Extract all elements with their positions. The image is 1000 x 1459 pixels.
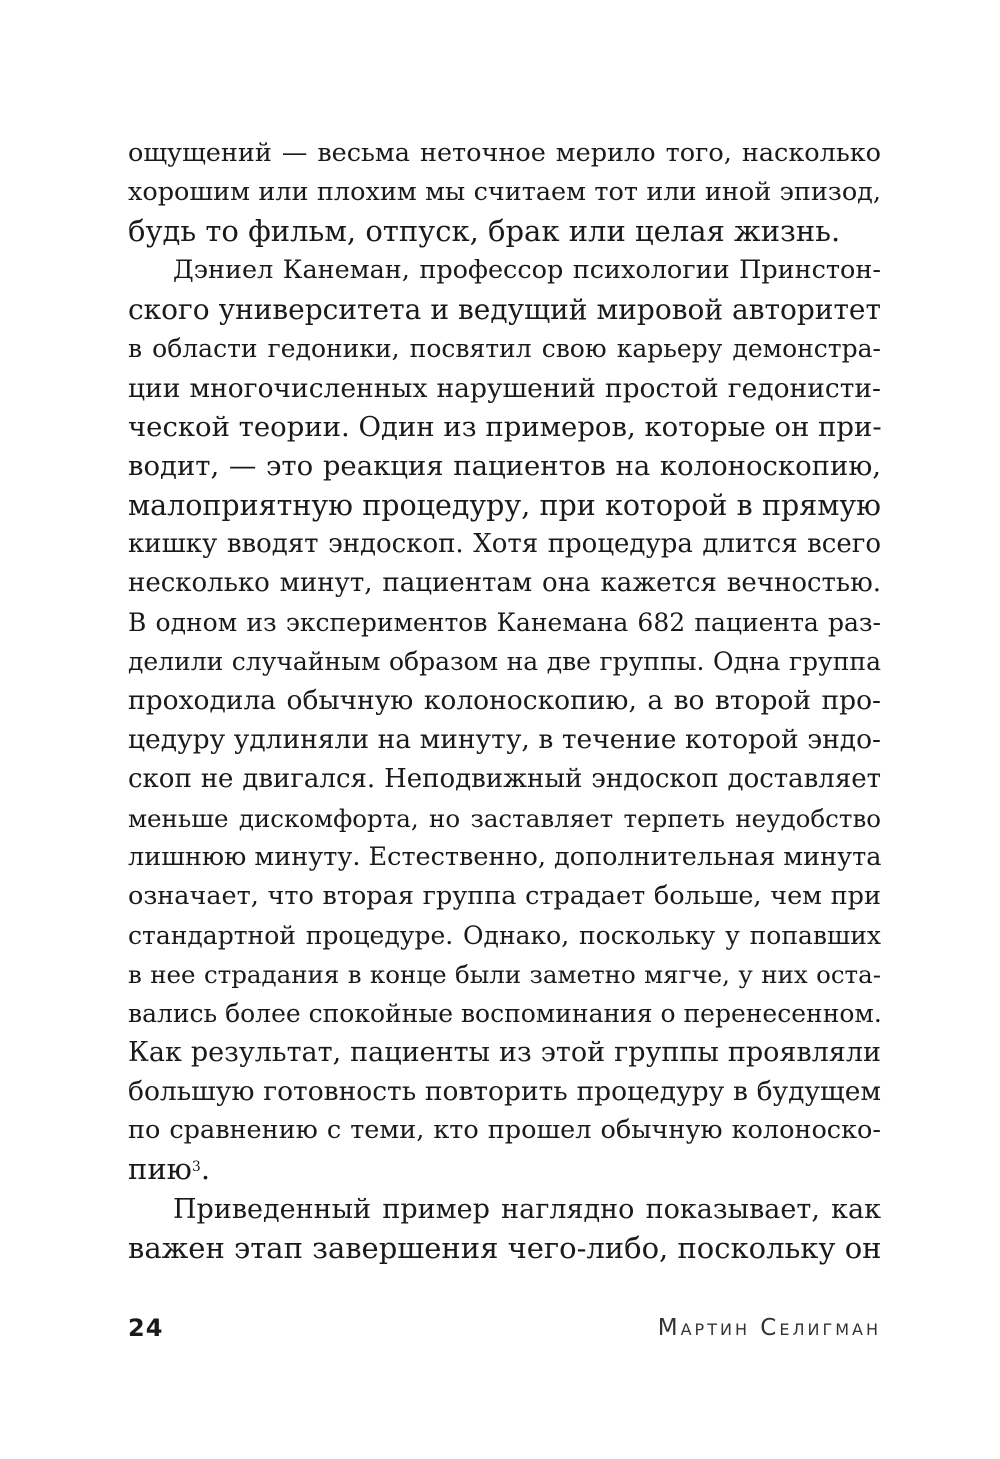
- text-line: важен этап завершения чего-либо, поскольку он: [128, 1230, 882, 1265]
- text-line: водит, — это реакция пациентов на колоноскопию,: [128, 449, 881, 482]
- text-line: стандартной процедуре. Однако, поскольку у попавших: [128, 920, 881, 950]
- text-line: цедуру удлиняли на минуту, в течение которой эндо-: [128, 724, 881, 756]
- text-line: малоприятную процедуру, при которой в прямую: [128, 488, 881, 522]
- text-line: меньше дискомфорта, но заставляет терпеть неудобство: [128, 803, 881, 833]
- text-line: кишку вводят эндоскоп. Хотя процедура длится всего: [128, 528, 881, 559]
- text-line: вались более спокойные воспоминания о перенесенном.: [128, 999, 882, 1029]
- footnote-reference[interactable]: 3: [191, 1159, 201, 1176]
- text-line: лишнюю минуту. Естественно, дополнительная минута: [128, 841, 882, 872]
- text-line: Приведенный пример наглядно показывает, как: [173, 1193, 881, 1225]
- paragraph-kahneman: [128, 251, 881, 1189]
- text-line: несколько минут, пациентам она кажется вечностью.: [128, 568, 881, 599]
- text-fragment: .: [200, 1152, 211, 1187]
- text-line: скоп не двигался. Неподвижный эндоскоп доставляет: [128, 763, 881, 794]
- text-line: проходила обычную колоноскопию, а во второй про-: [128, 685, 881, 717]
- text-line: в области гедоники, посвятил свою карьеру демонстра-: [128, 334, 881, 364]
- text-line: в нее страдания в конце были заметно мягче, у них оста-: [128, 959, 881, 989]
- text-line: Дэниел Канеман, профессор психологии Принстон-: [173, 255, 881, 286]
- text-line: ского университета и ведущий мировой авторитет: [128, 293, 881, 327]
- paragraph-conclusion: [128, 1190, 881, 1268]
- page-footer: [128, 1308, 881, 1348]
- text-line: по сравнению с теми, кто прошел обычную колоноско-: [128, 1115, 881, 1146]
- text-line: ощущений — весьма неточное мерило того, насколько: [128, 138, 881, 168]
- text-line: большую готовность повторить процедуру в будущем: [128, 1076, 881, 1108]
- text-line: хорошим или плохим мы считаем тот или иной эпизод,: [128, 177, 881, 208]
- text-line: В одном из экспериментов Канемана 682 пациента раз-: [128, 608, 881, 638]
- text-line: Как результат, пациенты из этой группы проявляли: [128, 1037, 881, 1069]
- running-head-author: Мартин Селигман: [657, 1315, 881, 1341]
- page-number: 24: [128, 1314, 164, 1342]
- page-body: [128, 134, 881, 1268]
- text-line: ческой теории. Один из примеров, которые он при-: [128, 410, 882, 443]
- text-line: ции многочисленных нарушений простой гедонисти-: [128, 372, 881, 404]
- text-fragment: пию: [128, 1152, 192, 1187]
- paragraph-continued: [128, 134, 881, 251]
- text-line: делили случайным образом на две группы. Одна группа: [128, 647, 881, 677]
- text-line: означает, что вторая группа страдает больше, чем при: [128, 880, 881, 911]
- text-line: будь то фильм, отпуск, брак или целая жизнь.: [128, 214, 841, 249]
- text-line-with-footnote: [128, 1150, 881, 1189]
